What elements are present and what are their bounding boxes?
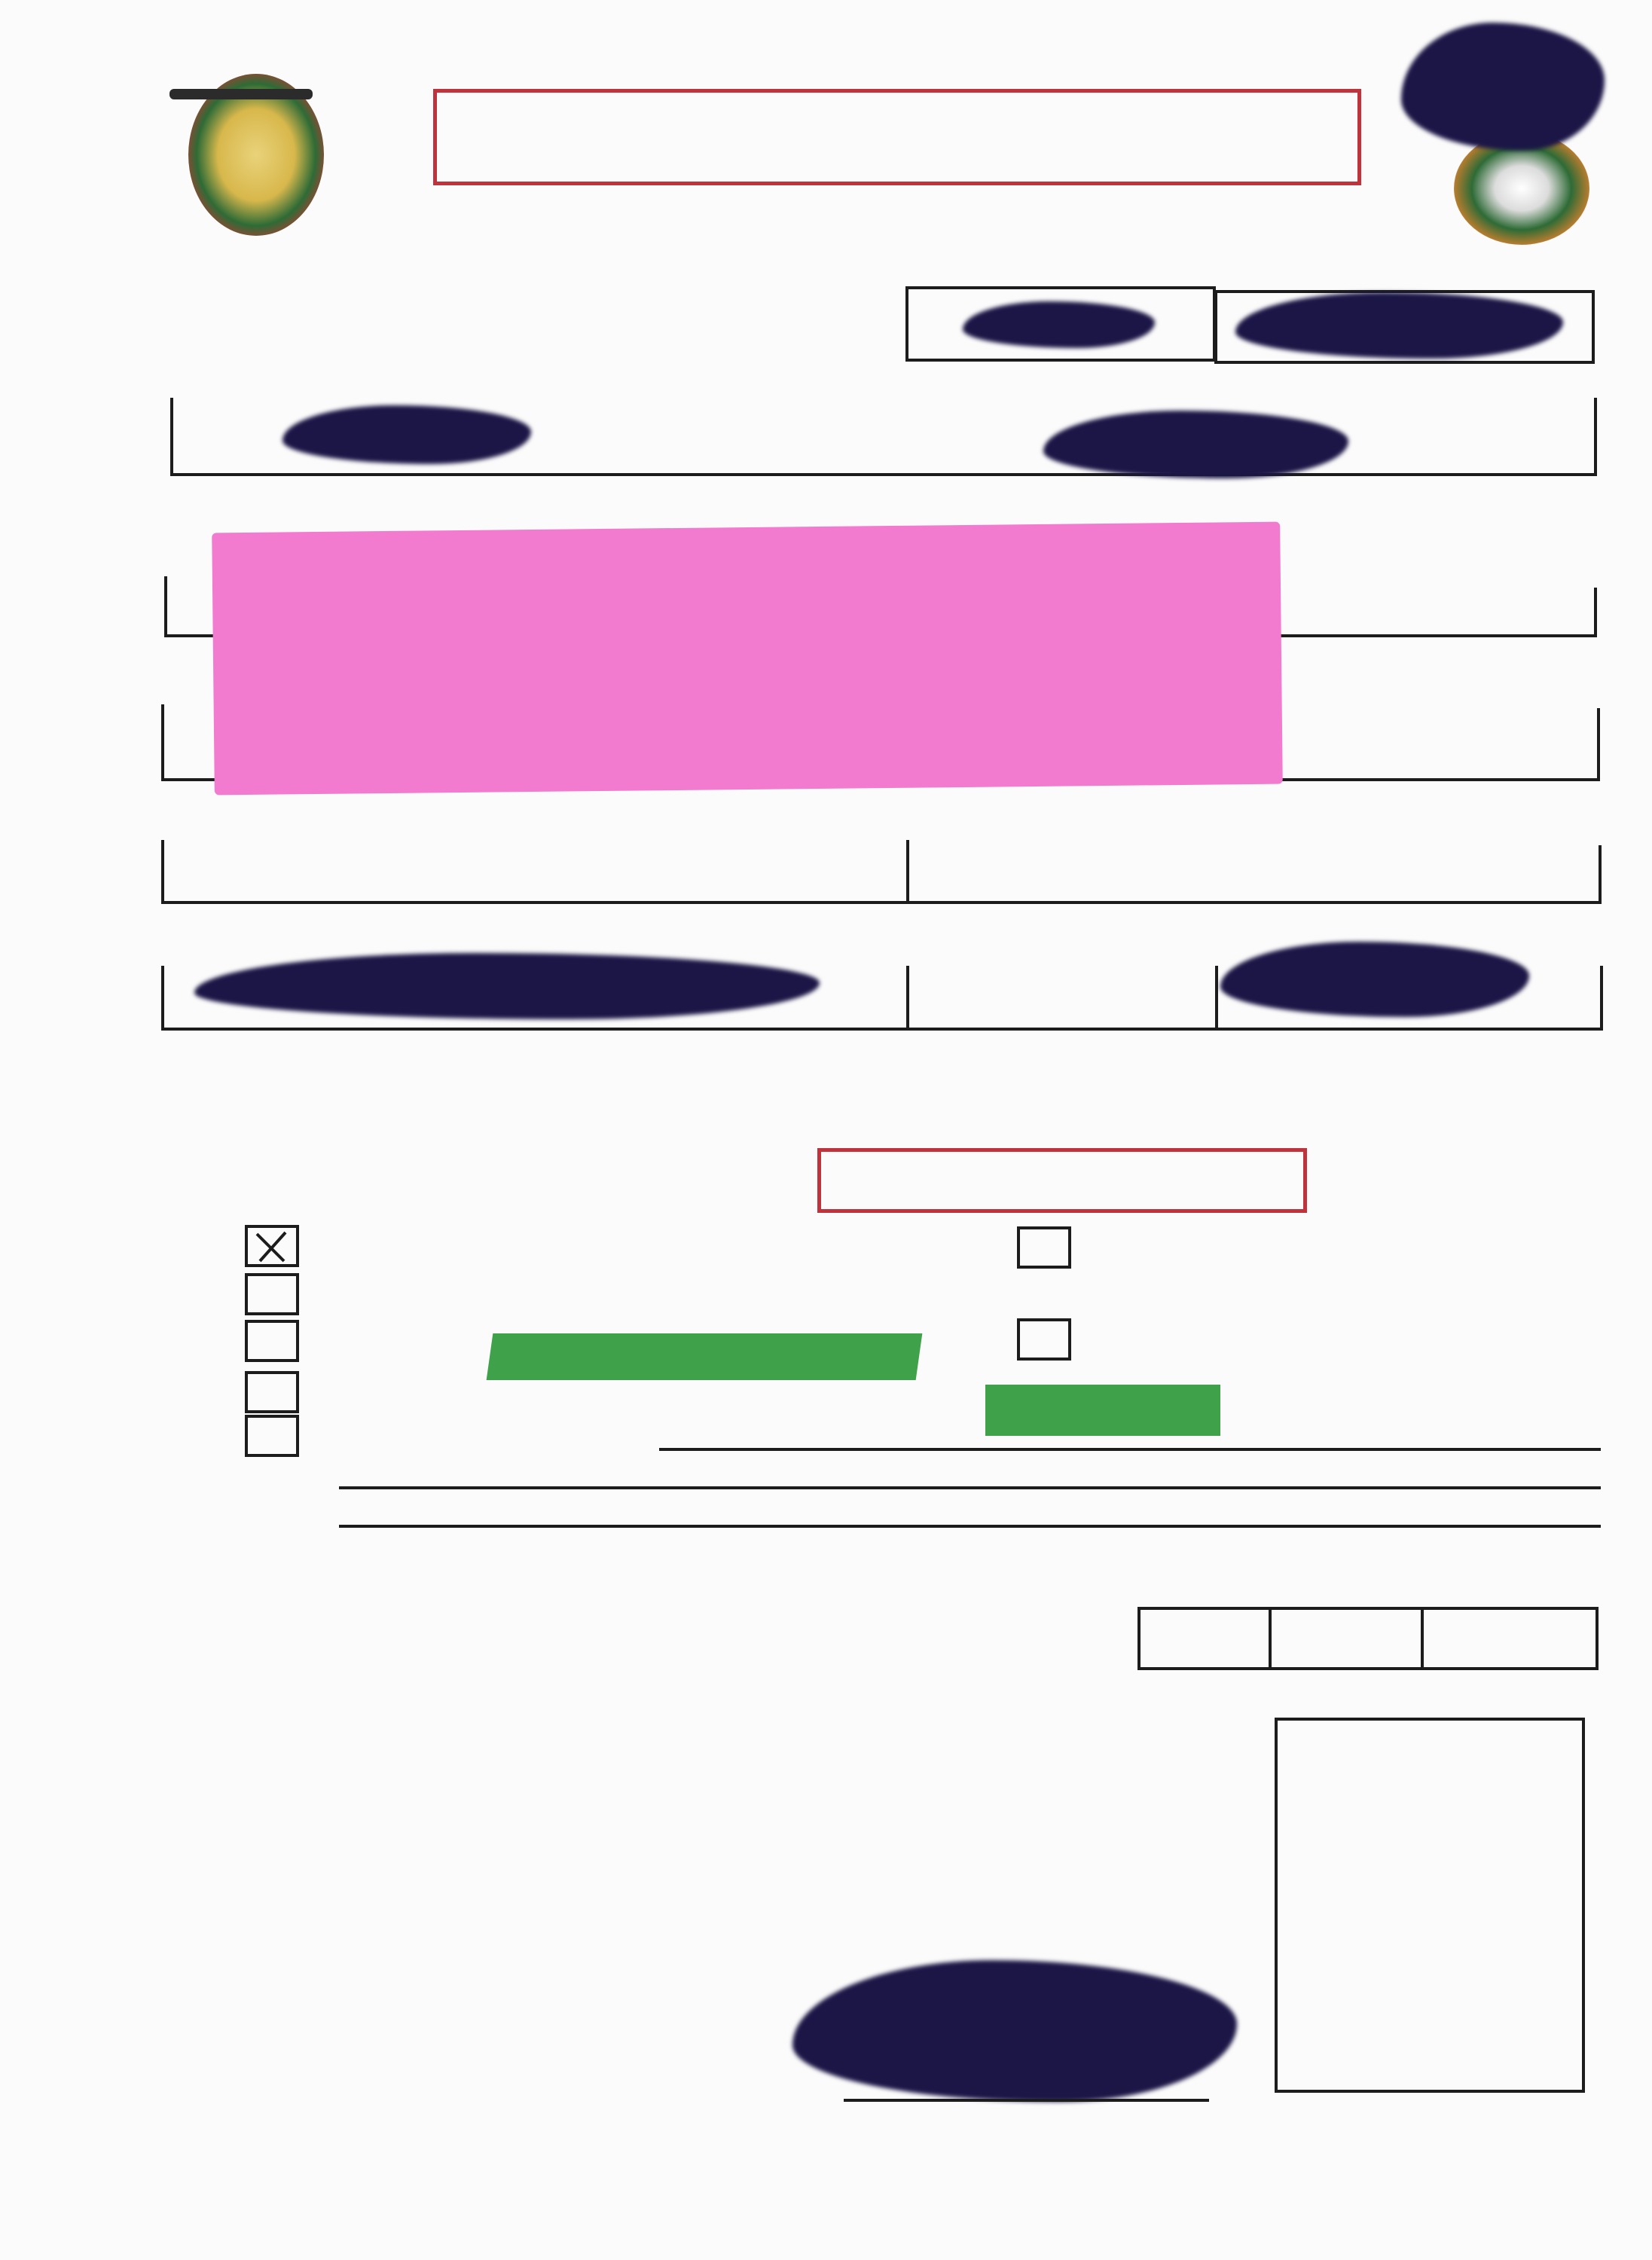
domicilio-row-left — [164, 576, 167, 637]
checkbox-extranjero-3[interactable] — [1017, 1318, 1071, 1361]
contact-row-right — [1600, 966, 1603, 1030]
date-mes-field[interactable] — [1269, 1607, 1424, 1670]
district-row-right — [1597, 708, 1600, 780]
nacionalidad-box[interactable] — [433, 89, 1361, 185]
checkbox-carta-menores[interactable] — [245, 1371, 299, 1413]
checkbox-uso-nacional-1[interactable] — [245, 1225, 299, 1267]
otros-line-3 — [339, 1525, 1601, 1528]
redaction-doc-type — [963, 301, 1155, 348]
emblem-ribbon — [169, 89, 313, 99]
date-ano-field[interactable] — [1421, 1607, 1599, 1670]
jurisdiccion-row-right — [1599, 845, 1602, 904]
x-mark-icon — [248, 1228, 296, 1264]
redaction-top-right — [1401, 23, 1605, 151]
redaction-correo — [194, 953, 820, 1019]
otros-line-2 — [339, 1486, 1601, 1489]
redaction-signature — [792, 1960, 1237, 2102]
redaction-nombres — [1043, 411, 1348, 478]
checkbox-uso-nacional-3[interactable] — [245, 1320, 299, 1362]
checkbox-uso-nacional-2[interactable] — [245, 1273, 299, 1315]
redaction-apellido — [282, 405, 531, 464]
signature-line — [844, 2099, 1209, 2102]
names-row-bottom — [170, 473, 1597, 476]
contact-row-bottom — [161, 1028, 1603, 1031]
contact-row-mid2 — [1215, 966, 1218, 1030]
mandatory-box — [817, 1148, 1307, 1213]
checkbox-otros[interactable] — [245, 1415, 299, 1457]
contact-row-mid1 — [906, 966, 909, 1030]
names-row-left — [170, 398, 173, 476]
date-dia-field[interactable] — [1137, 1607, 1272, 1670]
names-row-right — [1594, 398, 1597, 476]
green-highlight-right — [985, 1385, 1220, 1436]
id-thumbprint-box[interactable] — [1275, 1718, 1585, 2093]
domicilio-row-right — [1594, 588, 1597, 637]
district-row-left — [161, 704, 164, 780]
pink-title-banner — [212, 522, 1283, 796]
green-highlight-left — [487, 1333, 923, 1380]
jurisdiccion-row-bottom — [161, 901, 1602, 904]
redaction-celular — [1220, 942, 1529, 1017]
jurisdiccion-row-mid — [906, 840, 909, 903]
otros-line-1 — [659, 1448, 1601, 1451]
contact-row-left — [161, 966, 164, 1030]
redaction-doc-number — [1235, 292, 1563, 359]
jurisdiccion-row-left — [161, 840, 164, 903]
checkbox-extranjero-1[interactable] — [1017, 1226, 1071, 1269]
